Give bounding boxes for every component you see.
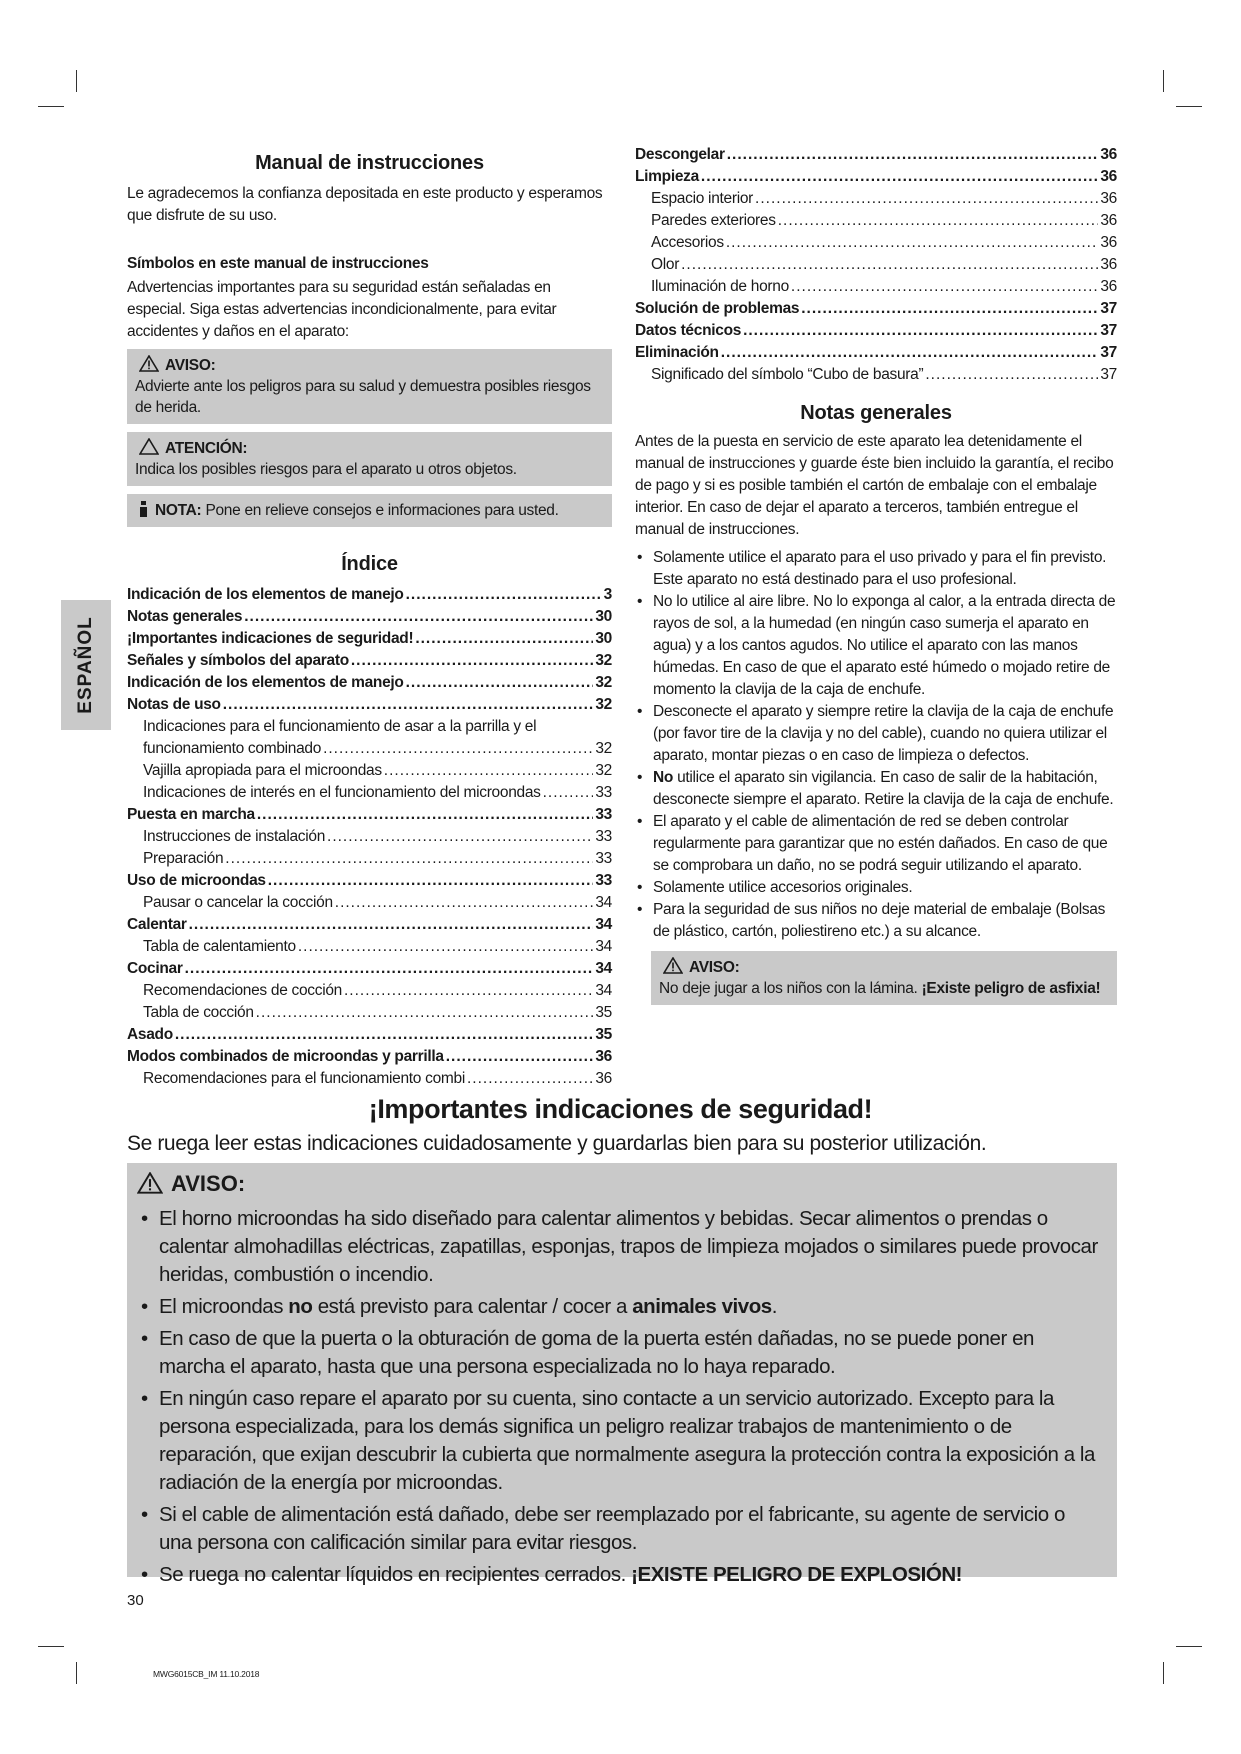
safety-item: • El horno microondas ha sido diseñado para calentar alimentos y bebidas. Secar alimentos o prendas o calentar almohadillas eléctricas, zapatillas, esponjas, trapos de limpieza mojados o similares puede provocar heridas, combustión o incendio. [135,1205,1100,1289]
toc-leader-dots [446,1046,594,1068]
toc-entry-page: 35 [595,1004,612,1021]
toc-leader-dots [925,364,1098,386]
toc-leader-dots [701,166,1098,188]
toc-entry-page: 34 [595,960,612,977]
right-column [635,146,1117,1005]
toc-leader-dots [298,936,594,958]
toc-entry [635,188,1117,210]
toc-leader-dots [791,276,1098,298]
toc-entry-label: Indicaciones para el funcionamiento de asar a la parrilla y el [143,718,537,735]
safety-item: • En caso de que la puerta o la obturación de goma de la puerta estén dañadas, no se puede poner en marcha el aparato, hasta que una persona especializada no lo haya reparado. [135,1325,1100,1381]
toc-leader-dots [335,892,594,914]
toc-entry-page: 36 [595,1048,612,1065]
toc-entry [127,628,612,650]
toc-entry-label: Preparación [143,850,224,867]
toc-entry [127,672,612,694]
toc-entry [635,276,1117,298]
toc-entry-label: Asado [127,1026,173,1043]
toc-leader-dots [778,210,1099,232]
crop-mark [1163,1662,1164,1684]
toc-entry-page: 33 [595,872,612,889]
safety-item-text: Se ruega no calentar líquidos en recipientes cerrados. [159,1563,632,1586]
safety-list [135,1205,1100,1593]
toc-entry-label: Vajilla apropiada para el microondas [143,762,382,779]
toc-entry-label: ¡Importantes indicaciones de seguridad! [127,630,414,647]
atencion-head: ATENCIÓN: [165,440,248,457]
safety-item [135,1561,1100,1589]
toc-entry-page: 36 [1100,256,1117,273]
toc-leader-dots [327,826,593,848]
toc-entry-page: 32 [595,674,612,691]
toc-leader-dots [406,672,594,694]
toc-entry [127,1068,612,1090]
toc-entry-page: 36 [1100,190,1117,207]
toc-entry [127,738,612,760]
toc-entry [127,1046,612,1068]
toc-entry-page: 37 [1100,322,1117,339]
nota-head: NOTA: [155,502,202,519]
toc-entry-page: 36 [595,1070,612,1087]
toc-entry-label: Uso de microondas [127,872,266,889]
toc-entry [127,584,612,606]
toc-entry [127,694,612,716]
list-item: • Solamente utilice accesorios originales. [635,877,1117,899]
warning-triangle-icon [663,957,683,974]
toc-entry [127,606,612,628]
toc-entry [127,870,612,892]
toc-entry-page: 36 [1100,168,1117,185]
toc-entry [635,342,1117,364]
list-item: • Solamente utilice el aparato para el uso privado y para el fin previsto. Este aparato no está destinado para el uso profesional. [635,547,1117,591]
toc-entry [127,914,612,936]
toc-leader-dots [175,1024,593,1046]
toc-entry-label: Paredes exteriores [651,212,776,229]
crop-mark [38,1646,64,1647]
toc-entry [635,232,1117,254]
toc-entry-label: Tabla de cocción [143,1004,254,1021]
list-item: • Para la seguridad de sus niños no deje material de embalaje (Bolsas de plástico, cartón, poliestireno etc.) a su alcance. [635,899,1117,943]
symbols-heading: Símbolos en este manual de instrucciones [127,255,429,272]
toc-leader-dots [185,958,594,980]
toc-entry-page: 35 [595,1026,612,1043]
toc-entry [127,892,612,914]
toc-leader-dots [268,870,594,892]
toc-entry-label: Significado del símbolo “Cubo de basura” [651,366,924,383]
nota-box [127,494,612,527]
safety-item [135,1293,1100,1321]
general-notes-list [635,547,1117,943]
toc-leader-dots [257,804,593,826]
footer-code: MWG6015CB_IM 11.10.2018 [153,1669,260,1679]
toc-entry-page: 36 [1100,212,1117,229]
table-of-contents-continued [635,144,1117,386]
crop-mark [76,70,77,92]
crop-mark [1163,70,1164,92]
list-item-text: utilice el aparato sin vigilancia. En caso de salir de la habitación, desconecte siempre el aparato. Retire la clavija de la caja de enchufe. [653,769,1114,808]
aviso-emphasis: ¡Existe peligro de asfixia! [921,980,1101,997]
toc-entry-label: Espacio interior [651,190,754,207]
toc-entry-page: 36 [1100,146,1117,163]
toc-entry [635,144,1117,166]
aviso-head: AVISO: [689,959,740,976]
toc-entry-label: Puesta en marcha [127,806,255,823]
toc-entry-label: Notas de uso [127,696,221,713]
list-item: • El aparato y el cable de alimentación de red se deben controlar regularmente para garantizar que no estén dañados. En caso de que se comprobara un daño, no se podrá seguir utilizando el aparato. [635,811,1117,877]
symbols-text: Advertencias importantes para su seguridad están señaladas en especial. Siga estas advertencias incondicionalmente, para evitar accidentes y daños en el aparato: [127,279,557,340]
toc-entry [127,782,612,804]
toc-entry-page: 33 [595,850,612,867]
toc-entry [635,298,1117,320]
toc-entry-label: Tabla de calentamiento [143,938,296,955]
toc-entry-label: funcionamiento combinado [143,740,322,757]
aviso-box-children [651,951,1117,1005]
toc-entry [127,804,612,826]
toc-entry-label: Accesorios [651,234,724,251]
toc-leader-dots [406,584,602,606]
toc-entry-page: 33 [595,784,612,801]
toc-entry-label: Calentar [127,916,187,933]
emphasis-no: No [653,769,674,786]
toc-entry-label: Señales y símbolos del aparato [127,652,349,669]
toc-entry-label: Pausar o cancelar la cocción [143,894,333,911]
toc-entry-page: 30 [595,630,612,647]
toc-entry [127,980,612,1002]
toc-leader-dots [727,144,1099,166]
toc-entry [635,166,1117,188]
intro-text: Le agradecemos la confianza depositada en este producto y esperamos que disfrute de su uso. [127,185,603,224]
toc-entry-label: Indicaciones de interés en el funcionamiento del microondas [143,784,541,801]
toc-entry-label: Indicación de los elementos de manejo [127,674,404,691]
toc-entry-label: Notas generales [127,608,243,625]
toc-entry-label: Descongelar [635,146,725,163]
table-of-contents [127,584,612,1090]
language-tab-label: ESPAÑOL [75,616,96,714]
safety-aviso-head: AVISO: [171,1171,246,1196]
toc-entry-page: 32 [595,652,612,669]
toc-entry-page: 32 [595,740,612,757]
toc-entry [635,210,1117,232]
toc-entry [127,650,612,672]
list-item: • Desconecte el aparato y siempre retire la clavija de la caja de enchufe (por favor tire de la clavija y no del cable), cuando no quiera utilizar el aparato, montar piezas o en caso de limpieza o defectos. [635,701,1117,767]
crop-mark [1176,1646,1202,1647]
toc-entry-page: 36 [1100,278,1117,295]
toc-leader-dots [344,980,593,1002]
warning-triangle-icon [137,1172,163,1194]
left-column [127,152,612,1090]
toc-entry [127,1024,612,1046]
toc-entry-label: Instrucciones de instalación [143,828,326,845]
toc-entry-label: Solución de problemas [635,300,800,317]
info-icon [139,501,149,517]
safety-intro: Se ruega leer estas indicaciones cuidadosamente y guardarlas bien para su posterior utilización. [127,1132,987,1155]
toc-entry-page: 36 [1100,234,1117,251]
notas-intro: Antes de la puesta en servicio de este aparato lea detenidamente el manual de instrucciones y guarde éste bien incluido la garantía, el recibo de pago y si es posible también el cartón de embalaje con el embalaje interior. En caso de dejar el aparato a terceros, también entregue el manual de instrucciones. [635,433,1114,538]
toc-entry [127,826,612,848]
toc-entry [127,958,612,980]
toc-leader-dots [467,1068,593,1090]
toc-leader-dots [743,320,1098,342]
toc-entry [635,364,1117,386]
toc-leader-dots [801,298,1098,320]
toc-entry-label: Recomendaciones para el funcionamiento combi [143,1070,465,1087]
toc-leader-dots [244,606,593,628]
toc-entry [127,760,612,782]
emphasis-no: no [288,1295,313,1318]
toc-entry [635,320,1117,342]
safety-title: ¡Importantes indicaciones de seguridad! [368,1094,873,1124]
toc-entry-page: 33 [595,806,612,823]
toc-entry-label: Limpieza [635,168,699,185]
toc-entry [127,1002,612,1024]
toc-entry-page: 32 [595,696,612,713]
index-title: Índice [341,553,398,575]
toc-entry-page: 32 [595,762,612,779]
explosion-warning: ¡EXISTE PELIGRO DE EXPLOSIÓN! [631,1563,963,1586]
toc-leader-dots [721,342,1099,364]
toc-leader-dots [726,232,1099,254]
toc-entry-label: Modos combinados de microondas y parrilla [127,1048,444,1065]
atencion-box [127,432,612,486]
toc-entry-page: 33 [595,828,612,845]
toc-entry-page: 37 [1100,366,1117,383]
toc-leader-dots [681,254,1098,276]
aviso-text: Advierte ante los peligros para su salud y demuestra posibles riesgos de herida. [135,378,591,416]
toc-entry-page: 37 [1100,344,1117,361]
notas-title: Notas generales [800,402,952,424]
warning-triangle-icon [139,355,159,372]
aviso-box [127,349,612,424]
toc-leader-dots [225,848,593,870]
toc-leader-dots [755,188,1098,210]
page-number: 30 [127,1592,144,1609]
toc-entry [635,254,1117,276]
crop-mark [38,106,64,107]
toc-entry-label: Iluminación de horno [651,278,789,295]
toc-leader-dots [189,914,594,936]
safety-item: • Si el cable de alimentación está dañado, debe ser reemplazado por el fabricante, su agente de servicio o una persona con calificación similar para evitar riesgos. [135,1501,1100,1557]
toc-entry-label: Indicación de los elementos de manejo [127,586,404,603]
list-item: • No lo utilice al aire libre. No lo exponga al calor, a la entrada directa de rayos de sol, a la humedad (en ningún caso sumerja el aparato en agua) y a los cantos agudos. No utilice el aparato con las manos húmedas. En caso de que el aparato esté húmedo o mojado retire de momento la clavija de la caja de enchufe. [635,591,1117,701]
crop-mark [1176,106,1202,107]
toc-leader-dots [543,782,594,804]
toc-entry-label: Eliminación [635,344,719,361]
crop-mark [76,1662,77,1684]
safety-item: • En ningún caso repare el aparato por su cuenta, sino contacte a un servicio autorizado. Excepto para la persona especializada, para los demás significa un peligro realizar trabajos de mantenimiento o de reparación, que exijan descubrir la cubierta que normalmente asegura la protección contra la exposición a la radiación de la energía por microondas. [135,1385,1100,1497]
toc-entry-page: 37 [1100,300,1117,317]
list-item [635,767,1117,811]
language-tab [61,600,111,730]
toc-entry [127,848,612,870]
toc-leader-dots [415,628,593,650]
toc-entry [127,936,612,958]
toc-entry-label: Datos técnicos [635,322,742,339]
aviso-text: No deje jugar a los niños con la lámina. [659,980,922,997]
toc-leader-dots [256,1002,594,1024]
manual-title: Manual de instrucciones [255,152,484,174]
safety-item-text: El microondas [159,1295,289,1318]
toc-entry-label: Recomendaciones de cocción [143,982,342,999]
toc-entry-label: Cocinar [127,960,183,977]
caution-triangle-icon [139,438,159,455]
safety-warning-box [127,1163,1117,1586]
emphasis-animals: animales vivos [632,1295,772,1318]
toc-leader-dots [351,650,593,672]
nota-text: Pone en relieve consejos e informaciones para usted. [205,502,559,519]
toc-entry-page: 30 [595,608,612,625]
atencion-text: Indica los posibles riesgos para el aparato u otros objetos. [135,461,517,478]
toc-entry-page: 34 [595,982,612,999]
toc-entry [127,716,612,738]
toc-entry-label: Olor [651,256,680,273]
safety-item-text: . [771,1295,777,1318]
toc-leader-dots [323,738,593,760]
toc-leader-dots [223,694,594,716]
toc-leader-dots [384,760,594,782]
toc-entry-page: 34 [595,916,612,933]
aviso-head: AVISO: [165,357,216,374]
toc-entry-page: 34 [595,894,612,911]
toc-entry-page: 34 [595,938,612,955]
safety-item-text: está previsto para calentar / cocer a [312,1295,633,1318]
toc-entry-page: 3 [603,586,612,603]
